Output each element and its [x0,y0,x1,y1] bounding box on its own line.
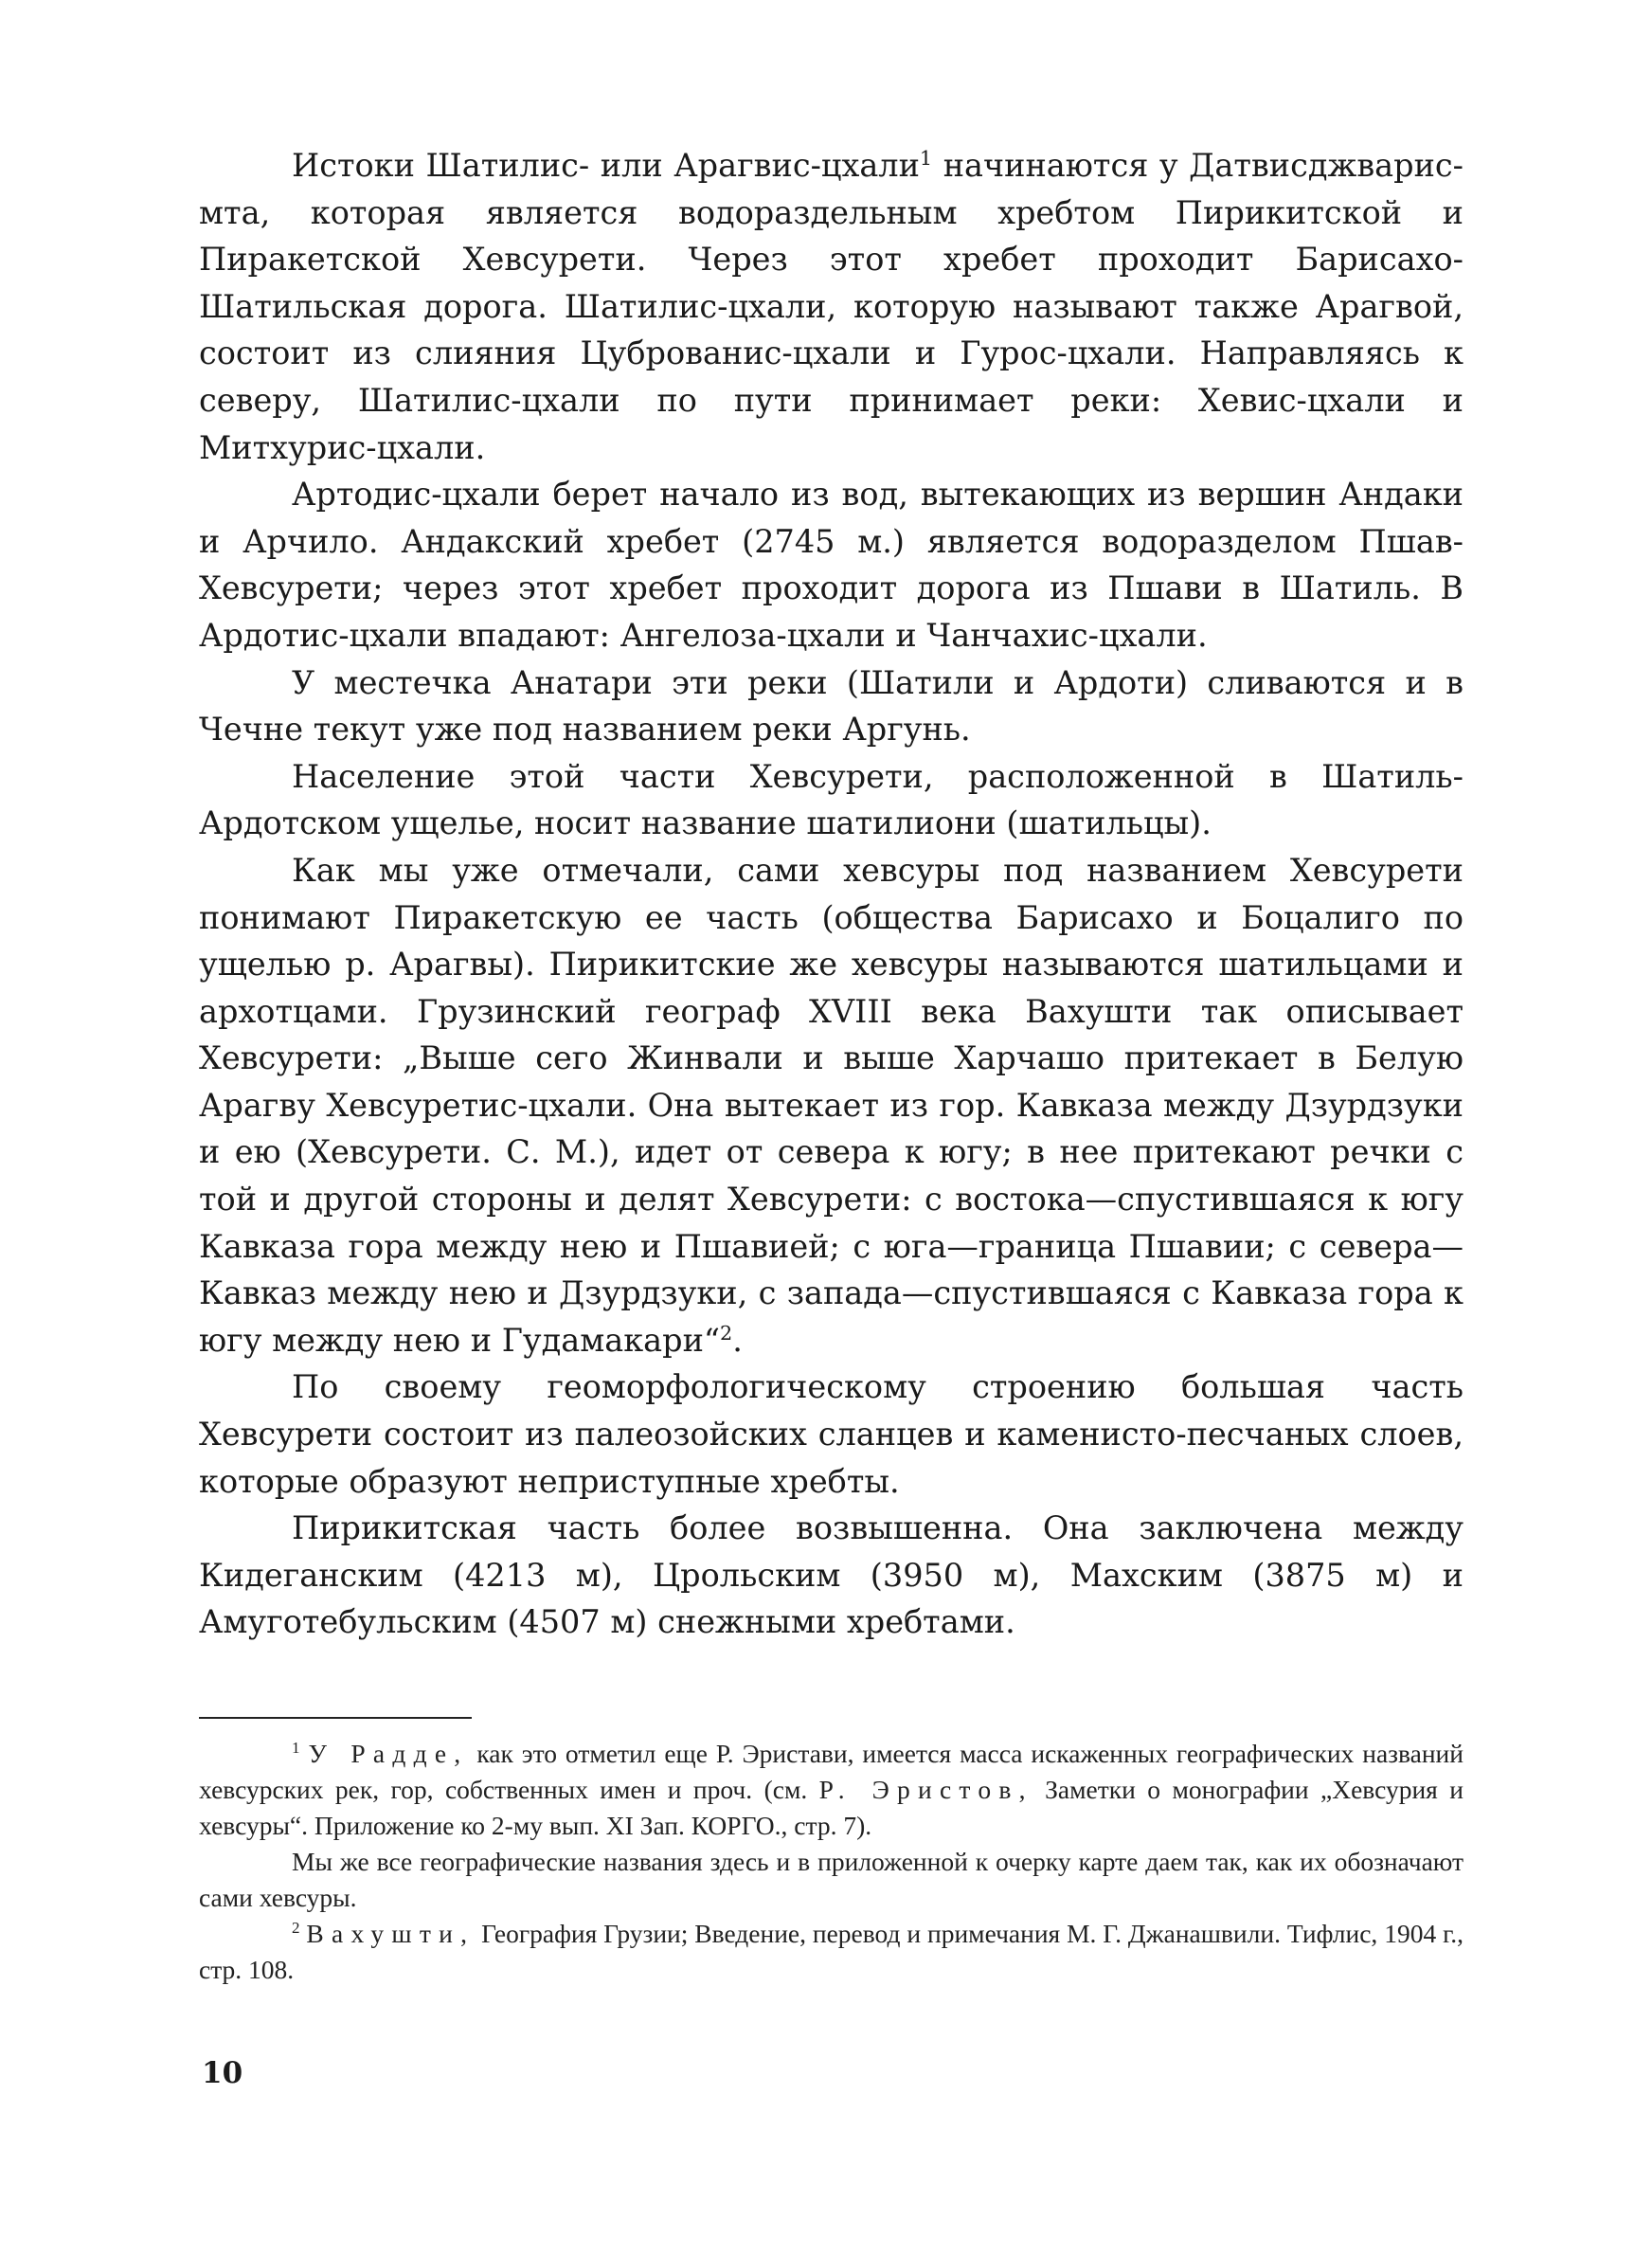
footnotes [199,1736,1463,1988]
footnote-author: У Радде, [308,1739,469,1768]
paragraph-text: Истоки Шатилис- или Арагвис-цхали [292,147,920,184]
paragraph: У местечка Анатари эти реки (Шатили и Ардоти) сливаются и в Чечне текут уже под названием реки Аргунь. [199,663,1463,749]
footnote-reference: 1 [919,146,933,170]
footnote-text: как это отметил еще Р. Эристави, имеется масса искаженных географических названий хевсурских рек, гор, собственных имен и проч. (см. [199,1739,1463,1804]
paragraph: Пирикитская часть более возвышенна. Она заключена между Кидеганским (4213 м), Црольским (3950 м), Махским (3875 м) и Амуготебульским (4507 м) снежными хребтами. [199,1509,1463,1641]
paragraph-text: . [732,1321,743,1359]
paragraph: По своему геоморфологическому строению большая часть Хевсурети состоит из палеозойских сланцев и каменисто-песчаных слоев, которые образуют неприступные хребты. [199,1368,1463,1500]
footnote-marker: 1 [292,1738,300,1757]
footnote-text: Заметки о монографии „Хевсурия и хевсуры“. Приложение ко 2-му вып. XI Зап. КОРГО., стр. 7). [199,1775,1463,1840]
page-number: 10 [202,2056,243,2090]
paragraph [199,142,1463,471]
footnote-author: Вахушти, [306,1919,476,1948]
footnote-continuation: Мы же все географические названия здесь и в приложенной к очерку карте даем так, как их обозначают сами хевсуры. [199,1847,1463,1912]
footnote-author: Р. Эристов, [818,1775,1033,1804]
paragraph: Артодис-цхали берет начало из вод, вытекающих из вершин Андаки и Арчило. Андакский хребет (2745 м.) является водоразделом Пшав-Хевсурети; через этот хребет проходит дорога из Пшави в Шатиль. В Ардотис-цхали впадают: Ангелоза-цхали и Чанчахис-цхали. [199,476,1463,654]
paragraph-text: Как мы уже отмечали, сами хевсуры под названием Хевсурети понимают Пиракетскую ее часть (общества Барисахо и Боцалиго по ущелью р. Арагвы). Пирикитские же хевсуры называются шатильцами и архотцами. Грузинский географ XVIII века Вахушти так описывает Хевсурети: „Выше сего Жинвали и выше Харчашо притекает в Белую Арагву Хевсуретис-цхали. Она вытекает из гор. Кавказа между Дзурдзуки и ею (Хевсурети. С. М.), идет от севера к югу; в нее притекают речки с той и другой стороны и делят Хевсурети: с востока—спустившаяся к югу Кавказа гора между нею и Пшавией; с юга—граница Пшавии; с севера—Кавказ между нею и Дзурдзуки, с запада—спустившаяся с Кавказа гора к югу между нею и Гудамакари“ [199,851,1463,1359]
footnote-reference: 2 [720,1321,733,1345]
footnote-text: География Грузии; Введение, перевод и примечания М. Г. Джанашвили. Тифлис, 1904 г., стр. 108. [199,1919,1464,1984]
footnote-marker: 2 [292,1918,300,1937]
paragraph [199,847,1463,1364]
footnote [199,1736,1463,1844]
footnote-divider [199,1717,472,1719]
paragraph: Население этой части Хевсурети, расположенной в Шатиль-Ардотском ущелье, носит название шатилиони (шатильцы). [199,757,1463,842]
footnote [199,1916,1463,1988]
paragraph-text: начинаются у Датвисджварис-мта, которая является водораздельным хребтом Пирикитской и Пиракетской Хевсурети. Через этот хребет проходит Барисахо-Шатильская дорога. Шатилис-цхали, которую называют также Арагвой, состоит из слияния Цуброванис-цхали и Гурос-цхали. Направляясь к северу, Шатилис-цхали по пути принимает реки: Хевис-цхали и Митхурис-цхали. [199,147,1463,466]
main-text [199,142,1463,1646]
